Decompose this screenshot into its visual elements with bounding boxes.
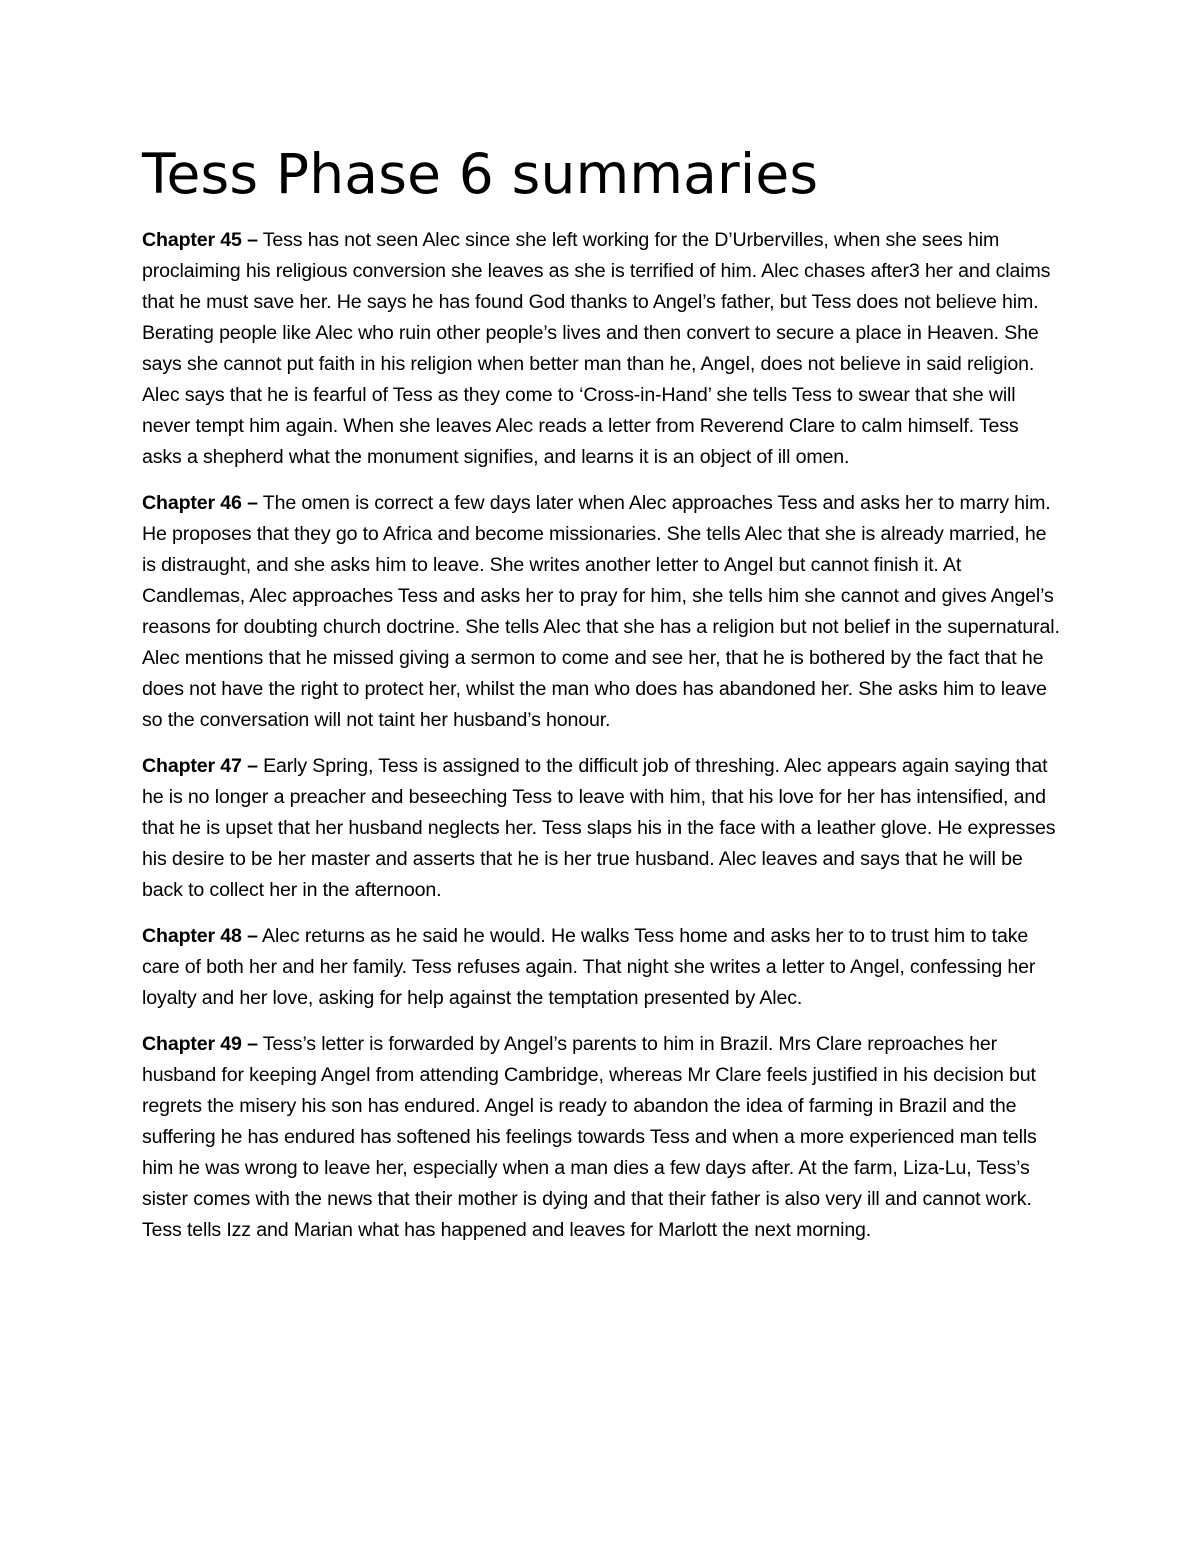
document-page <box>142 136 1062 1261</box>
chapter-label: Chapter 45 – <box>142 229 258 251</box>
chapter-summary: Early Spring, Tess is assigned to the difficult job of threshing. Alec appears again saying that he is no longer a preacher and beseeching Tess to leave with him, that his love for her has intensified, and that he is upset that her husband neglects her. Tess slaps his in the face with a leather glove. He expresses his desire to be her master and asserts that he is her true husband. Alec leaves and says that he will be back to collect her in the afternoon. <box>142 755 1056 901</box>
chapter-label: Chapter 49 – <box>142 1033 258 1055</box>
chapter-label: Chapter 46 – <box>142 492 258 514</box>
chapter-label: Chapter 48 – <box>142 925 258 947</box>
chapter-summary: The omen is correct a few days later when Alec approaches Tess and asks her to marry him. He proposes that they go to Africa and become missionaries. She tells Alec that she is already married, he is distraught, and she asks him to leave. She writes another letter to Angel but cannot finish it. At Candlemas, Alec approaches Tess and asks her to pray for him, she tells him she cannot and gives Angel’s reasons for doubting church doctrine. She tells Alec that she has a religion but not belief in the supernatural. Alec mentions that he missed giving a sermon to come and see her, that he is bothered by the fact that he does not have the right to protect her, whilst the man who does has abandoned her. She asks him to leave so the conversation will not taint her husband’s honour. <box>142 492 1060 731</box>
chapter-paragraph-49 <box>142 1029 1062 1246</box>
chapter-summary: Alec returns as he said he would. He walks Tess home and asks her to to trust him to take care of both her and her family. Tess refuses again. That night she writes a letter to Angel, confessing her loyalty and her love, asking for help against the temptation presented by Alec. <box>142 925 1036 1009</box>
chapter-paragraph-46 <box>142 488 1062 736</box>
chapter-label: Chapter 47 – <box>142 755 258 777</box>
chapter-summary: Tess has not seen Alec since she left working for the D’Urbervilles, when she sees him proclaiming his religious conversion she leaves as she is terrified of him. Alec chases after3 her and claims that he must save her. He says he has found God thanks to Angel’s father, but Tess does not believe him. Berating people like Alec who ruin other people’s lives and then convert to secure a place in Heaven. She says she cannot put faith in his religion when better man than he, Angel, does not believe in said religion. Alec says that he is fearful of Tess as they come to ‘Cross-in-Hand’ she tells Tess to swear that she will never tempt him again. When she leaves Alec reads a letter from Reverend Clare to calm himself. Tess asks a shepherd what the monument signifies, and learns it is an object of ill omen. <box>142 229 1051 468</box>
chapter-paragraph-48 <box>142 921 1062 1014</box>
chapter-paragraph-47 <box>142 751 1062 906</box>
chapter-summary: Tess’s letter is forwarded by Angel’s parents to him in Brazil. Mrs Clare reproaches her husband for keeping Angel from attending Cambridge, whereas Mr Clare feels justified in his decision but regrets the misery his son has endured. Angel is ready to abandon the idea of farming in Brazil and the suffering he has endured has softened his feelings towards Tess and when a more experienced man tells him he was wrong to leave her, especially when a man dies a few days after. At the farm, Liza-Lu, Tess’s sister comes with the news that their mother is dying and that their father is also very ill and cannot work. Tess tells Izz and Marian what has happened and leaves for Marlott the next morning. <box>142 1033 1037 1241</box>
chapter-paragraph-45 <box>142 225 1062 473</box>
document-title: Tess Phase 6 summaries <box>142 142 819 206</box>
